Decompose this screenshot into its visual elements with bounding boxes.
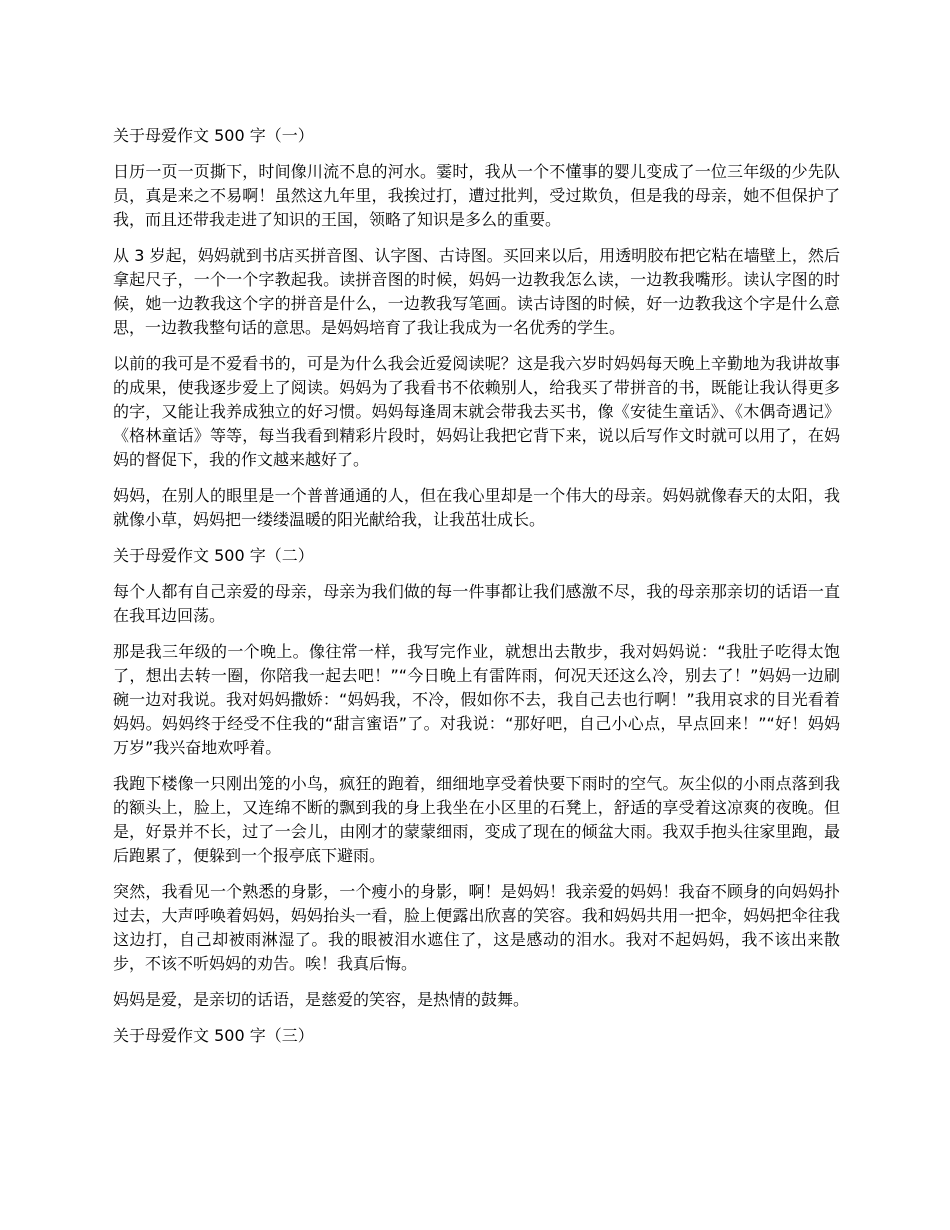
paragraph: 每个人都有自己亲爱的母亲，母亲为我们做的每一件事都让我们感激不尽，我的母亲那亲切的话语一直在我耳边回荡。 <box>113 582 840 625</box>
paragraph: 从 3 岁起，妈妈就到书店买拼音图、认字图、古诗图。买回来以后，用透明胶布把它粘在墙壁上，然后拿起尺子，一个一个字教起我。读拼音图的时候，妈妈一边教我怎么读，一边教我嘴形。读认字图的时候，她一边教我这个字的拼音是什么，一边教我写笔画。读古诗图的时候，好一边教我这个字是什么意思，一边教我整句话的意思。是妈妈培育了我让我成为一名优秀的学生。 <box>113 246 840 337</box>
paragraph: 妈妈是爱，是亲切的话语，是慈爱的笑容，是热情的鼓舞。 <box>113 990 530 1009</box>
paragraph: 突然，我看见一个熟悉的身影，一个瘦小的身影，啊！是妈妈！我亲爱的妈妈！我奋不顾身的向妈妈扑过去，大声呼唤着妈妈，妈妈抬头一看，脸上便露出欣喜的笑容。我和妈妈共用一把伞，妈妈把伞往我这边打，自己却被雨淋湿了。我的眼被泪水遮住了，这是感动的泪水。我对不起妈妈，我不该出来散步，不该不听妈妈的劝告。唉！我真后悔。 <box>113 882 840 973</box>
paragraph: 妈妈，在别人的眼里是一个普普通通的人，但在我心里却是一个伟大的母亲。妈妈就像春天的太阳，我就像小草，妈妈把一缕缕温暖的阳光献给我，让我茁壮成长。 <box>113 486 840 529</box>
section-heading-3: 关于母爱作文 500 字（三） <box>113 1026 314 1045</box>
paragraph: 日历一页一页撕下，时间像川流不息的河水。霎时，我从一个不懂事的婴儿变成了一位三年级的少先队员，真是来之不易啊！虽然这九年里，我挨过打，遭过批判，受过欺负，但是我的母亲，她不但保护了我，而且还带我走进了知识的王国，领略了知识是多么的重要。 <box>113 162 840 229</box>
paragraph: 我跑下楼像一只刚出笼的小鸟，疯狂的跑着，细细地享受着快要下雨时的空气。灰尘似的小雨点落到我的额头上，脸上，又连绵不断的飘到我的身上我坐在小区里的石凳上，舒适的享受着这凉爽的夜晚。但是，好景并不长，过了一会儿，由刚才的蒙蒙细雨，变成了现在的倾盆大雨。我双手抱头往家里跑，最后跑累了，便躲到一个报亭底下避雨。 <box>113 774 840 865</box>
paragraph: 那是我三年级的一个晚上。像往常一样，我写完作业，就想出去散步，我对妈妈说：“我肚子吃得太饱了，想出去转一圈，你陪我一起去吧！”“今日晚上有雷阵雨，何况天还这么冷，别去了！”妈妈一边刷碗一边对我说。我对妈妈撒娇：“妈妈我，不冷，假如你不去，我自己去也行啊！”我用哀求的目光看着妈妈。妈妈终于经受不住我的“甜言蜜语”了。对我说：“那好吧，自己小心点，早点回来！”“好！妈妈万岁”我兴奋地欢呼着。 <box>113 642 840 757</box>
section-heading-2: 关于母爱作文 500 字（二） <box>113 546 314 565</box>
section-heading-1: 关于母爱作文 500 字（一） <box>113 126 314 145</box>
paragraph: 以前的我可是不爱看书的，可是为什么我会近爱阅读呢？这是我六岁时妈妈每天晚上辛勤地为我讲故事的成果，使我逐步爱上了阅读。妈妈为了我看书不依赖别人，给我买了带拼音的书，既能让我认得更多的字，又能让我养成独立的好习惯。妈妈每逢周末就会带我去买书，像《安徒生童话》、《木偶奇遇记》《格林童话》等等，每当我看到精彩片段时，妈妈让我把它背下来，说以后写作文时就可以用了，在妈妈的督促下，我的作文越来越好了。 <box>113 354 840 469</box>
document-page <box>113 124 840 1060</box>
